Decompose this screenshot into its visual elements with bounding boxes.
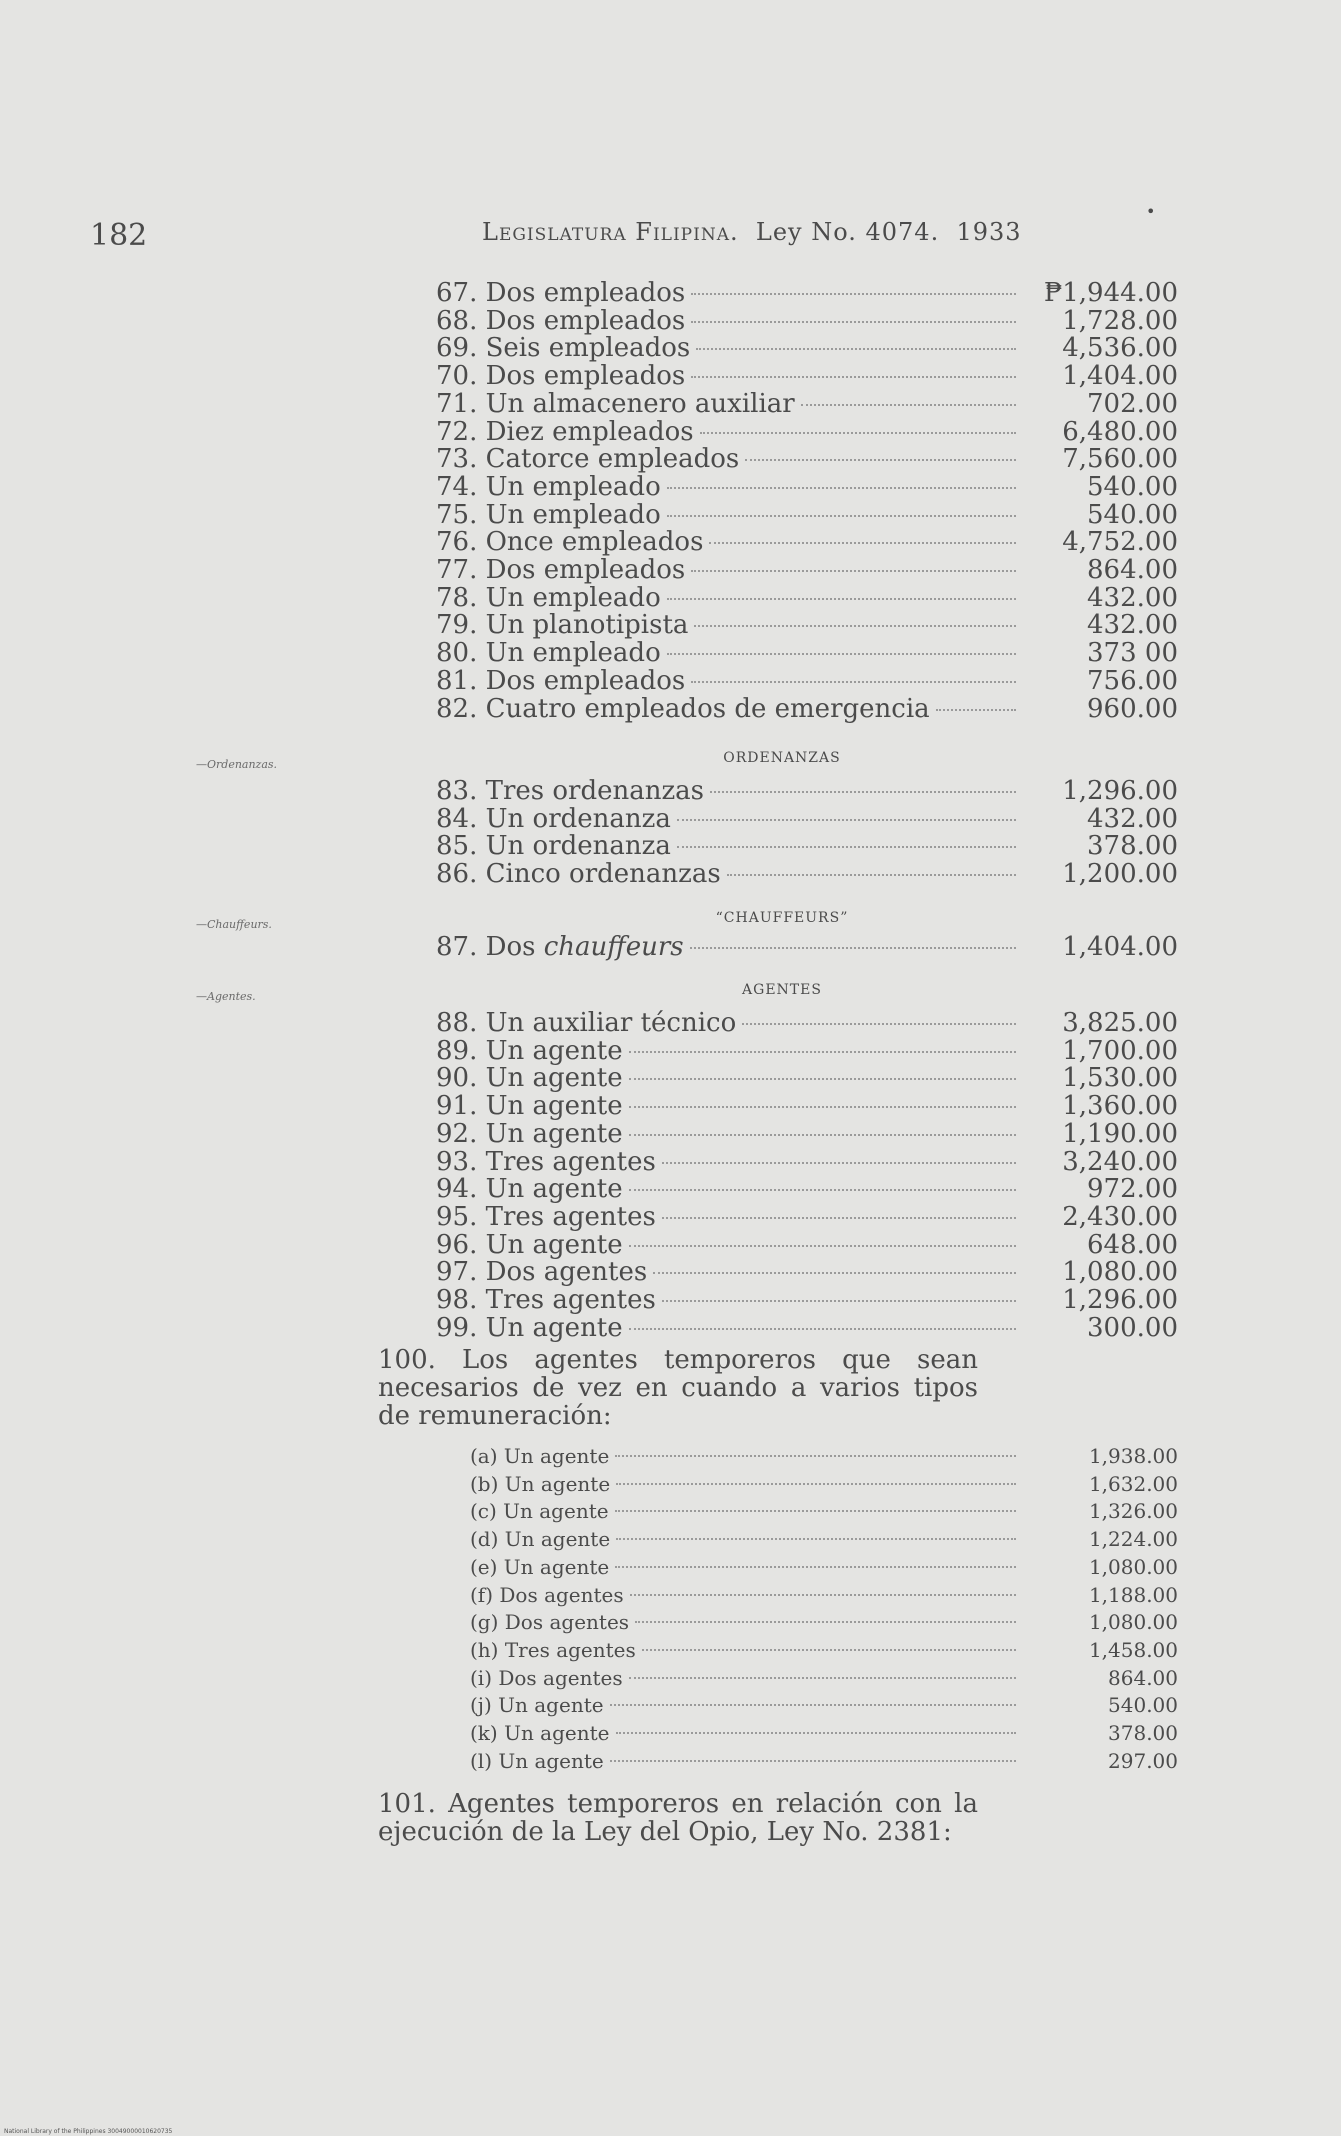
budget-line: [436, 1257, 1178, 1288]
sub-item-line: [470, 1444, 1178, 1471]
line-label: (b) Un agente: [470, 1471, 611, 1496]
line-label: 84. Un ordenanza: [436, 803, 671, 834]
dot-leader: [667, 598, 1016, 600]
dot-leader: [629, 1134, 1016, 1136]
budget-line: [436, 1091, 1178, 1122]
line-amount: 1,188.00: [1088, 1582, 1178, 1607]
line-amount: 432.00: [1087, 803, 1178, 834]
dot-leader: [662, 1300, 1016, 1302]
page-number: 182: [90, 218, 148, 253]
line-label: 97. Dos agentes: [436, 1257, 648, 1288]
line-amount: 1,080.00: [1088, 1610, 1178, 1635]
line-amount: 1,080.00: [1088, 1554, 1178, 1579]
budget-line: [436, 694, 1178, 722]
dot-leader: [691, 570, 1016, 572]
line-label: 93. Tres agentes: [436, 1146, 656, 1177]
dot-leader: [691, 321, 1016, 323]
budget-line: [436, 583, 1178, 611]
line-amount: 1,404.00: [1062, 361, 1178, 392]
line-amount: 540.00: [1087, 471, 1178, 502]
sub-item-line: [470, 1638, 1178, 1665]
budget-line: [436, 1036, 1178, 1064]
line-label: 85. Un ordenanza: [436, 831, 671, 861]
budget-line: [436, 444, 1178, 475]
line-label: 96. Un agente: [436, 1229, 623, 1260]
budget-line: [436, 831, 1178, 859]
budget-line: [436, 1147, 1178, 1175]
line-label: (j) Un agente: [470, 1693, 604, 1718]
line-amount: 1,458.00: [1088, 1637, 1178, 1662]
line-label: (a) Un agente: [470, 1444, 610, 1468]
budget-line: [436, 1313, 1178, 1341]
line-label: 78. Un empleado: [436, 582, 661, 613]
line-label: (d) Un agente: [470, 1527, 611, 1552]
sub-item-line: [470, 1749, 1178, 1776]
line-label: (g) Dos agentes: [470, 1610, 630, 1635]
line-amount: 960.00: [1087, 693, 1178, 724]
line-label: 79. Un planotipista: [436, 610, 689, 641]
line-amount: 7,560.00: [1062, 444, 1178, 475]
budget-line: [436, 1230, 1178, 1258]
section-heading-chauffeurs: “CHAUFFEURS”: [715, 910, 849, 926]
dot-leader: [667, 487, 1016, 489]
line-label: 95. Tres agentes: [436, 1201, 656, 1232]
line-label: (k) Un agente: [470, 1721, 610, 1745]
budget-line: [436, 500, 1178, 528]
line-amount: 1,200.00: [1062, 858, 1178, 889]
paragraph-101: 101. Agentes temporeros en relación con la ejecución de la Ley del Opio, Ley No. 2381:: [378, 1789, 978, 1847]
line-label: 82. Cuatro empleados de emergencia: [436, 693, 930, 724]
budget-line: [436, 417, 1178, 445]
line-label: 72. Diez empleados: [436, 416, 694, 447]
dot-leader: [662, 1217, 1016, 1219]
dot-leader: [610, 1760, 1016, 1762]
budget-line: [436, 278, 1178, 306]
budget-line: [436, 527, 1178, 558]
dot-leader: [745, 459, 1016, 461]
line-amount: 4,752.00: [1062, 527, 1178, 558]
dot-leader: [629, 1245, 1016, 1247]
line-label: 98. Tres agentes: [436, 1285, 656, 1315]
budget-line: [436, 666, 1178, 694]
line-label: 69. Seis empleados: [436, 333, 691, 364]
budget-line: [436, 1119, 1178, 1147]
dot-leader: [677, 819, 1016, 821]
budget-line: [436, 306, 1178, 334]
dot-leader: [801, 404, 1016, 406]
sidenote-agentes: —Agentes.: [196, 990, 256, 1003]
line-label: (h) Tres agentes: [470, 1637, 636, 1662]
running-title: Legislatura Filipina.: [482, 218, 739, 246]
dot-leader: [635, 1621, 1016, 1623]
line-amount: 540.00: [1108, 1693, 1178, 1718]
dot-leader: [642, 1649, 1016, 1651]
running-header: [482, 218, 1022, 246]
sidenote-chauffeurs: —Chauffeurs.: [196, 918, 272, 931]
dot-leader: [630, 1594, 1016, 1596]
line-amount: 1,700.00: [1062, 1035, 1178, 1066]
dot-leader: [629, 1078, 1016, 1080]
line-amount: 864.00: [1087, 555, 1178, 585]
dot-leader: [629, 1677, 1016, 1679]
line-amount: 297.00: [1108, 1748, 1178, 1773]
dot-leader: [616, 1483, 1016, 1485]
line-amount: 1,190.00: [1062, 1118, 1178, 1149]
dot-leader: [615, 1566, 1016, 1568]
line-label: 71. Un almacenero auxiliar: [436, 388, 795, 419]
line-label: (l) Un agente: [470, 1748, 604, 1773]
line-amount: 378.00: [1108, 1721, 1178, 1745]
line-label: 89. Un agente: [436, 1035, 623, 1066]
dot-leader: [629, 1051, 1016, 1053]
line-amount: 540.00: [1087, 499, 1178, 530]
line-amount: 6,480.00: [1062, 416, 1178, 447]
dot-leader: [690, 947, 1016, 949]
dot-leader: [677, 846, 1016, 848]
line-amount: 1,296.00: [1062, 1285, 1178, 1315]
dot-leader: [691, 681, 1016, 683]
line-amount: 4,536.00: [1062, 333, 1178, 364]
dot-leader: [742, 1023, 1016, 1025]
budget-line: [436, 555, 1178, 583]
budget-line: [436, 804, 1178, 832]
line-label: 87. Dos chauffeurs: [436, 932, 684, 962]
line-amount: 1,224.00: [1088, 1527, 1178, 1552]
line-label: 70. Dos empleados: [436, 361, 686, 392]
budget-line: [436, 1174, 1178, 1205]
sub-item-line: [470, 1610, 1178, 1637]
line-amount: 432.00: [1087, 582, 1178, 613]
budget-line: [436, 638, 1178, 669]
sidenote-ordenanzas: —Ordenanzas.: [196, 758, 278, 771]
line-amount: ₱1,944.00: [1043, 278, 1178, 308]
line-label: 68. Dos empleados: [436, 305, 686, 336]
dot-leader: [629, 1106, 1016, 1108]
dot-leader: [691, 376, 1016, 378]
dot-leader: [696, 348, 1016, 350]
line-label: 83. Tres ordenanzas: [436, 776, 705, 806]
line-amount: 3,825.00: [1062, 1008, 1178, 1038]
scan-footer: National Library of the Philippines 30049000010620735: [4, 2128, 173, 2135]
line-amount: 1,326.00: [1088, 1499, 1178, 1524]
line-label: (c) Un agente: [470, 1499, 609, 1524]
line-amount: 2,430.00: [1062, 1201, 1178, 1232]
budget-line: [436, 361, 1178, 392]
budget-line: [436, 389, 1178, 417]
dot-leader: [616, 1538, 1016, 1540]
line-label: 74. Un empleado: [436, 471, 661, 502]
line-amount: 1,296.00: [1062, 776, 1178, 806]
line-amount: 1,632.00: [1088, 1471, 1178, 1496]
budget-line: [436, 472, 1178, 500]
sub-item-line: [470, 1555, 1178, 1582]
dot-leader: [629, 1189, 1016, 1191]
budget-line: [436, 333, 1178, 364]
dot-leader: [710, 791, 1016, 793]
line-label: (f) Dos agentes: [470, 1582, 624, 1607]
line-amount: 432.00: [1087, 610, 1178, 641]
line-amount: 1,404.00: [1062, 932, 1178, 962]
dot-leader: [667, 653, 1016, 655]
dot-leader: [667, 515, 1016, 517]
dot-leader: [727, 874, 1016, 876]
dot-leader: [653, 1272, 1016, 1274]
line-amount: 1,360.00: [1062, 1091, 1178, 1122]
section-heading-ordenanzas: ORDENANZAS: [723, 750, 841, 766]
dot-leader: [629, 1328, 1016, 1330]
line-amount: 1,938.00: [1088, 1444, 1178, 1468]
line-label: 99. Un agente: [436, 1312, 623, 1343]
dot-leader: [615, 1455, 1016, 1457]
dot-leader: [691, 293, 1016, 295]
budget-line: [436, 1202, 1178, 1230]
dot-leader: [615, 1510, 1016, 1512]
sub-item-line: [470, 1666, 1178, 1693]
line-amount: 1,530.00: [1062, 1063, 1178, 1094]
dot-leader: [694, 625, 1016, 627]
header-mark: •: [1146, 202, 1156, 221]
sub-item-line: [470, 1583, 1178, 1610]
line-label: 94. Un agente: [436, 1174, 623, 1205]
line-amount: 864.00: [1108, 1665, 1178, 1690]
line-label: 81. Dos empleados: [436, 665, 686, 696]
line-amount: 972.00: [1087, 1174, 1178, 1205]
line-label: 91. Un agente: [436, 1091, 623, 1122]
line-amount: 1,080.00: [1062, 1257, 1178, 1288]
line-amount: 648.00: [1087, 1229, 1178, 1260]
line-label: 73. Catorce empleados: [436, 444, 740, 475]
sub-item-line: [470, 1472, 1178, 1499]
budget-line: [436, 1285, 1178, 1313]
dot-leader: [700, 432, 1016, 434]
dot-leader: [610, 1704, 1016, 1706]
line-label: 80. Un empleado: [436, 638, 661, 669]
line-amount: 378.00: [1087, 831, 1178, 861]
year: 1933: [956, 218, 1022, 246]
line-label: 86. Cinco ordenanzas: [436, 858, 721, 889]
line-label: 75. Un empleado: [436, 499, 661, 530]
line-label-italic: chauffeurs: [543, 932, 684, 962]
line-label: 92. Un agente: [436, 1118, 623, 1149]
budget-line: [436, 859, 1178, 887]
budget-line: [436, 776, 1178, 804]
sub-item-line: [470, 1721, 1178, 1748]
line-amount: 702.00: [1087, 388, 1178, 419]
line-label: (e) Un agente: [470, 1554, 610, 1579]
budget-line: [436, 1008, 1178, 1036]
line-amount: 1,728.00: [1062, 305, 1178, 336]
line-label: 77. Dos empleados: [436, 555, 686, 585]
line-label: 88. Un auxiliar técnico: [436, 1008, 737, 1038]
line-amount: 373 00: [1087, 638, 1178, 669]
paragraph-100: 100. Los agentes temporeros que sean necesarios de vez en cuando a varios tipos de remuneración:: [378, 1345, 978, 1431]
line-label: (i) Dos agentes: [470, 1665, 623, 1690]
sub-item-line: [470, 1499, 1178, 1526]
dot-leader: [616, 1732, 1017, 1734]
dot-leader: [936, 709, 1016, 711]
sub-item-line: [470, 1693, 1178, 1720]
line-amount: 300.00: [1087, 1312, 1178, 1343]
section-heading-agentes: AGENTES: [742, 982, 822, 998]
dot-leader: [662, 1162, 1016, 1164]
line-amount: 756.00: [1087, 665, 1178, 696]
budget-line: [436, 610, 1178, 641]
line-label: 67. Dos empleados: [436, 278, 686, 308]
dot-leader: [709, 542, 1016, 544]
budget-line: [436, 1063, 1178, 1094]
sub-item-line: [470, 1527, 1178, 1554]
line-label: 90. Un agente: [436, 1063, 623, 1094]
line-label: 76. Once empleados: [436, 527, 704, 558]
law-number: Ley No. 4074.: [755, 218, 940, 246]
budget-line: [436, 932, 1178, 960]
line-amount: 3,240.00: [1062, 1146, 1178, 1177]
